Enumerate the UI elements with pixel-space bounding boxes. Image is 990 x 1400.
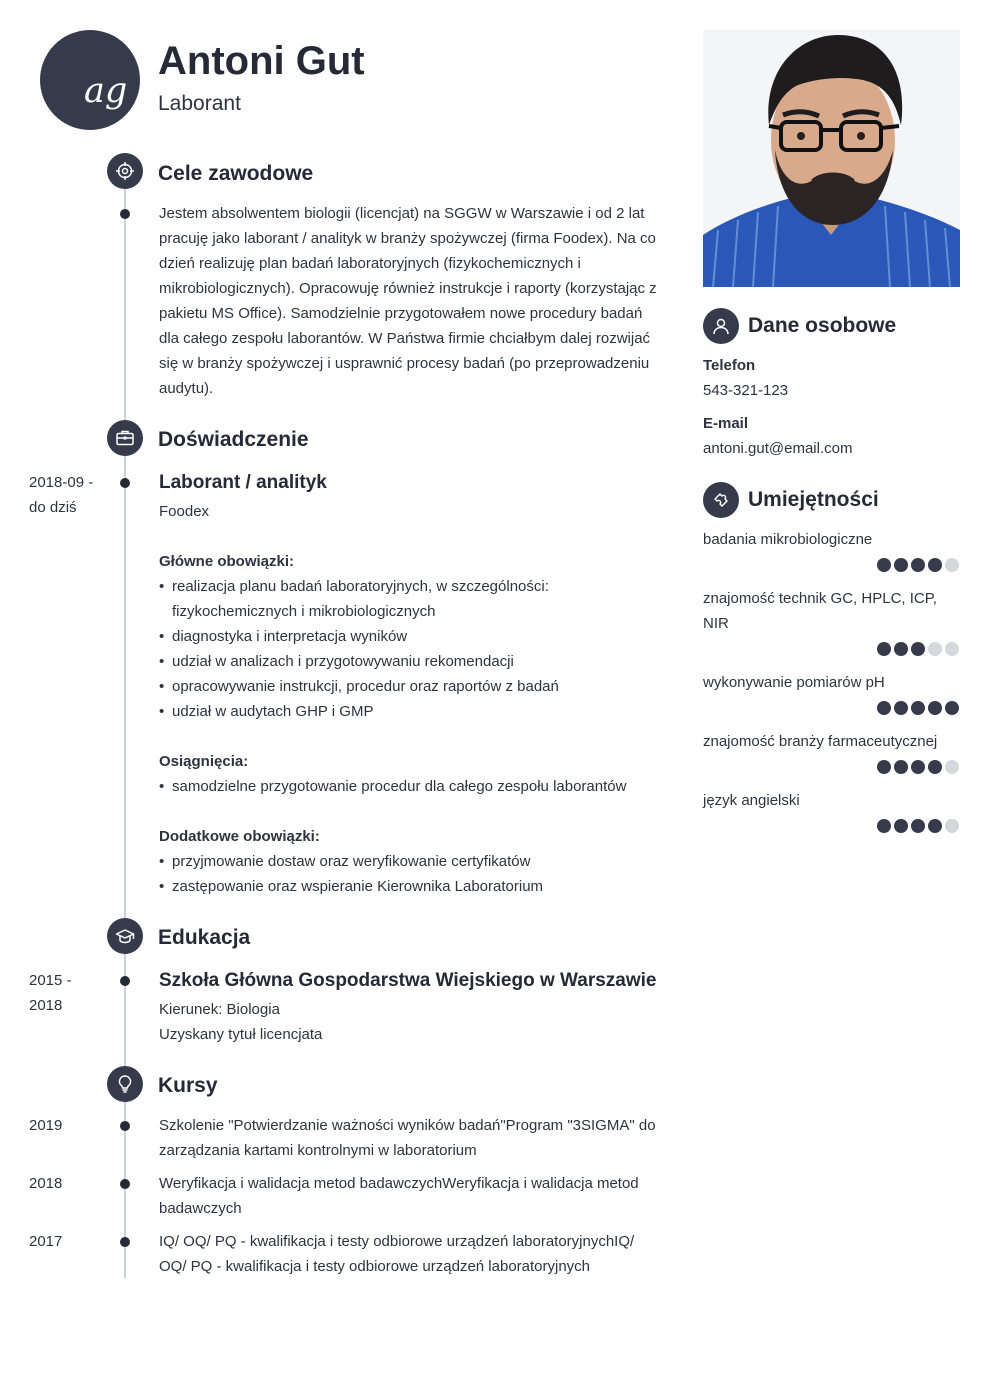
skill-name: znajomość branży farmaceutycznej [703, 733, 938, 750]
experience-date-to: do dziś [29, 499, 77, 516]
monogram-text: ag [84, 71, 128, 111]
user-icon [703, 308, 739, 344]
rating-dot-empty [945, 819, 959, 833]
rating-dot-filled [928, 558, 942, 572]
course-text: Weryfikacja i walidacja metod badawczychWeryfikacja i walidacja metod badawczych [159, 1175, 639, 1217]
puzzle-icon [703, 482, 739, 518]
timeline-dot [120, 976, 130, 986]
duties-list [159, 574, 579, 724]
phone-label: Telefon [703, 357, 756, 374]
rating-dot-filled [911, 642, 925, 656]
timeline-dot [120, 1237, 130, 1247]
rating-dot-filled [877, 701, 891, 715]
section-title-education: Edukacja [158, 926, 251, 949]
education-school: Szkoła Główna Gospodarstwa Wiejskiego w Warszawie [159, 970, 657, 991]
list-item: • opracowywanie instrukcji, procedur oraz raportów z badań [159, 674, 579, 699]
email-label: E-mail [703, 415, 749, 432]
rating-dot-filled [928, 760, 942, 774]
section-title-experience: Doświadczenie [158, 428, 309, 451]
lightbulb-icon [107, 1066, 143, 1102]
rating-dot-filled [928, 819, 942, 833]
experience-position: Laborant / analityk [159, 472, 327, 493]
rating-dot-filled [877, 642, 891, 656]
achievements-list [159, 774, 664, 799]
list-item: • realizacja planu badań laboratoryjnych, w szczególności: fizykochemicznych i mikrobiologicznych [159, 574, 579, 624]
candidate-name: Antoni Gut [158, 39, 365, 83]
list-item: • samodzielne przygotowanie procedur dla całego zespołu laborantów [159, 774, 664, 799]
monogram-avatar [40, 30, 140, 130]
rating-dot-filled [911, 819, 925, 833]
rating-dot-empty [945, 558, 959, 572]
rating-dot-empty [945, 642, 959, 656]
rating-dot-filled [894, 642, 908, 656]
section-title-personal: Dane osobowe [748, 314, 897, 337]
education-date-to: 2018 [29, 997, 63, 1014]
course-year: 2019 [29, 1117, 63, 1134]
rating-dot-filled [928, 701, 942, 715]
rating-dot-filled [894, 760, 908, 774]
rating-dot-filled [911, 558, 925, 572]
rating-dot-filled [894, 701, 908, 715]
skill-name: znajomość technik GC, HPLC, ICP, NIR [703, 590, 937, 632]
rating-dot-filled [877, 558, 891, 572]
extra-duties-list [159, 849, 664, 899]
timeline-dot [120, 478, 130, 488]
course-year: 2018 [29, 1175, 63, 1192]
timeline-dot [120, 209, 130, 219]
experience-date-from: 2018-09 - [29, 474, 94, 491]
education-date-from: 2015 - [29, 972, 72, 989]
list-item: • przyjmowanie dostaw oraz weryfikowanie certyfikatów [159, 849, 664, 874]
rating-dot-filled [894, 819, 908, 833]
extra-duties-label: Dodatkowe obowiązki: [159, 828, 320, 845]
rating-dot-empty [928, 642, 942, 656]
list-item: • zastępowanie oraz wspieranie Kierownika Laboratorium [159, 874, 664, 899]
list-item: • udział w analizach i przygotowywaniu rekomendacji [159, 649, 579, 674]
duties-label: Główne obowiązki: [159, 553, 295, 570]
skill-rating [877, 558, 961, 572]
course-text: Szkolenie "Potwierdzanie ważności wyników badań"Program "3SIGMA" do zarządzania kartami kontrolnymi w laboratorium [159, 1117, 656, 1159]
rating-dot-filled [911, 701, 925, 715]
education-field: Kierunek: Biologia [159, 1001, 280, 1018]
briefcase-icon [107, 420, 143, 456]
goals-text: Jestem absolwentem biologii (licencjat) na SGGW w Warszawie i od 2 lat pracuję jako laborant / analityk w branży spożywczej (firma Foodex). Na co dzień realizuję plan badań laboratoryjnych (fizykochemicznych i mikrobiologicznych). Opracowuję również instrukcje i raporty (korzystając z pakietu MS Office). Samodzielnie przygotowałem nowe procedury badań dla całego zespołu laborantów. W Państwa firmie chciałbym dalej rozwijać się w branży spożywczej i usprawnić procesy badań (po przeprowadzeniu audytu). [159, 205, 657, 397]
course-text: IQ/ OQ/ PQ - kwalifikacja i testy odbiorowe urządzeń laboratoryjnychIQ/ OQ/ PQ - kwalifikacja i testy odbiorowe urządzeń laboratoryjnych [159, 1233, 635, 1275]
skill-name: wykonywanie pomiarów pH [703, 674, 885, 691]
rating-dot-filled [945, 701, 959, 715]
section-title-courses: Kursy [158, 1074, 218, 1097]
list-item: • udział w audytach GHP i GMP [159, 699, 579, 724]
education-degree: Uzyskany tytuł licencjata [159, 1026, 323, 1043]
list-item: • diagnostyka i interpretacja wyników [159, 624, 579, 649]
skill-name: język angielski [703, 792, 800, 809]
timeline-line [124, 188, 126, 1278]
email-value: antoni.gut@email.com [703, 440, 853, 457]
achievements-label: Osiągnięcia: [159, 753, 249, 770]
rating-dot-filled [877, 819, 891, 833]
skill-name: badania mikrobiologiczne [703, 531, 873, 548]
timeline-dot [120, 1179, 130, 1189]
skill-rating [877, 642, 961, 656]
section-title-goals: Cele zawodowe [158, 162, 314, 185]
timeline-dot [120, 1121, 130, 1131]
rating-dot-empty [945, 760, 959, 774]
skill-rating [877, 819, 961, 833]
skill-rating [877, 701, 961, 715]
rating-dot-filled [911, 760, 925, 774]
skill-rating [877, 760, 961, 774]
target-icon [107, 153, 143, 189]
section-title-skills: Umiejętności [748, 488, 879, 511]
candidate-title: Laborant [158, 92, 241, 115]
profile-photo [703, 30, 960, 287]
rating-dot-filled [894, 558, 908, 572]
course-year: 2017 [29, 1233, 63, 1250]
rating-dot-filled [877, 760, 891, 774]
phone-value: 543-321-123 [703, 382, 789, 399]
experience-company: Foodex [159, 503, 210, 520]
graduation-cap-icon [107, 918, 143, 954]
